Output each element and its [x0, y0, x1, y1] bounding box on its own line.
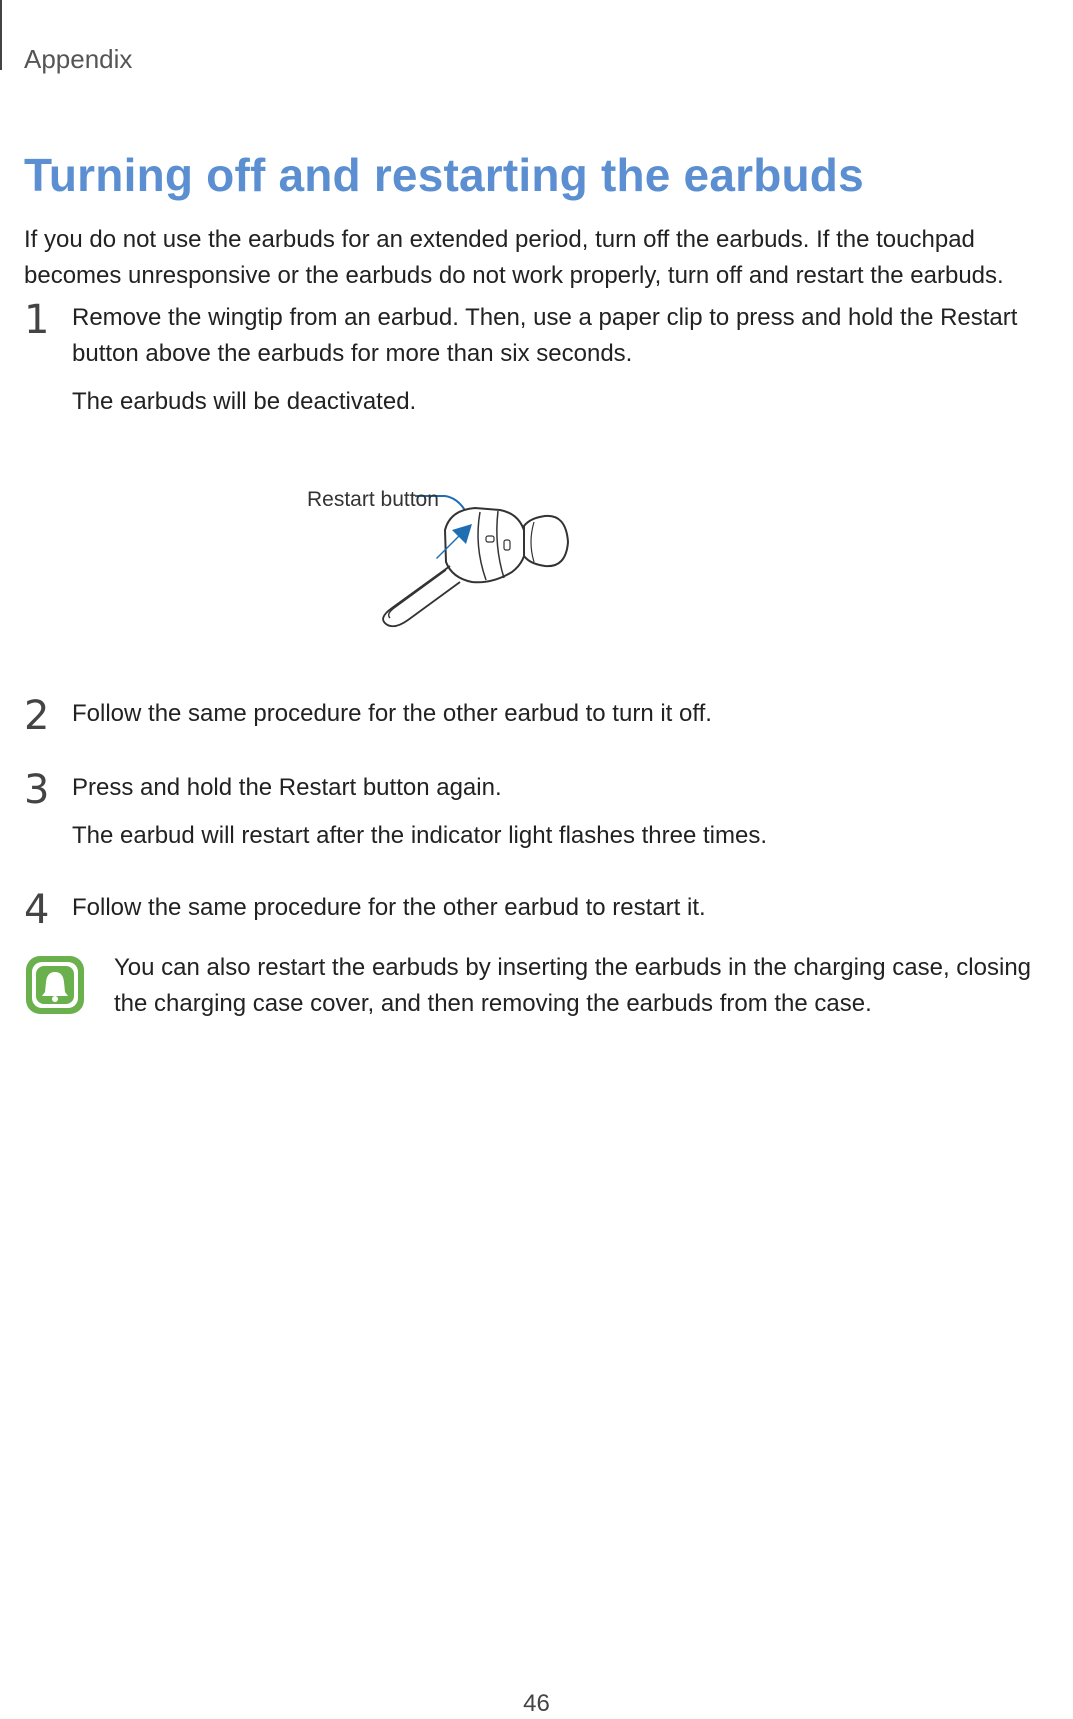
step-number: 1 [24, 297, 50, 343]
page-title: Turning off and restarting the earbuds [24, 149, 864, 201]
step-number: 4 [24, 887, 50, 933]
section-label: Appendix [24, 44, 133, 74]
step-1 [24, 297, 1069, 420]
earbud-restart-figure [260, 480, 660, 660]
step-subtext: The earbuds will be deactivated. [72, 388, 417, 415]
step-4 [24, 887, 1069, 933]
step-text: Remove the wingtip from an earbud. Then, use a paper clip to press and hold the Restart button above the earbuds for more than six seconds. [72, 304, 1018, 367]
step-2 [24, 693, 1069, 739]
earbud-body [445, 508, 526, 582]
note-bell-icon [24, 954, 86, 1016]
step-text: Follow the same procedure for the other earbud to turn it off. [72, 700, 712, 727]
intro-paragraph: If you do not use the earbuds for an extended period, turn off the earbuds. If the touchpad becomes unresponsive or the earbuds do not work properly, turn off and restart the earbuds. [24, 226, 1004, 289]
step-3 [24, 767, 1069, 854]
step-subtext: The earbud will restart after the indicator light flashes three times. [72, 822, 767, 849]
step-text: Press and hold the Restart button again. [72, 774, 502, 801]
step-number: 3 [24, 767, 50, 813]
note-box [24, 950, 1069, 1022]
step-text: Follow the same procedure for the other earbud to restart it. [72, 894, 706, 921]
paperclip-inner [389, 570, 446, 618]
restart-button-callout: Restart button [307, 488, 439, 511]
note-text: You can also restart the earbuds by inserting the earbuds in the charging case, closing the charging case cover, and then removing the earbuds from the case. [114, 954, 1032, 1017]
paperclip-icon [383, 566, 460, 626]
step-number: 2 [24, 693, 50, 739]
margin-rule [0, 0, 2, 70]
page-number: 46 [523, 1690, 550, 1717]
